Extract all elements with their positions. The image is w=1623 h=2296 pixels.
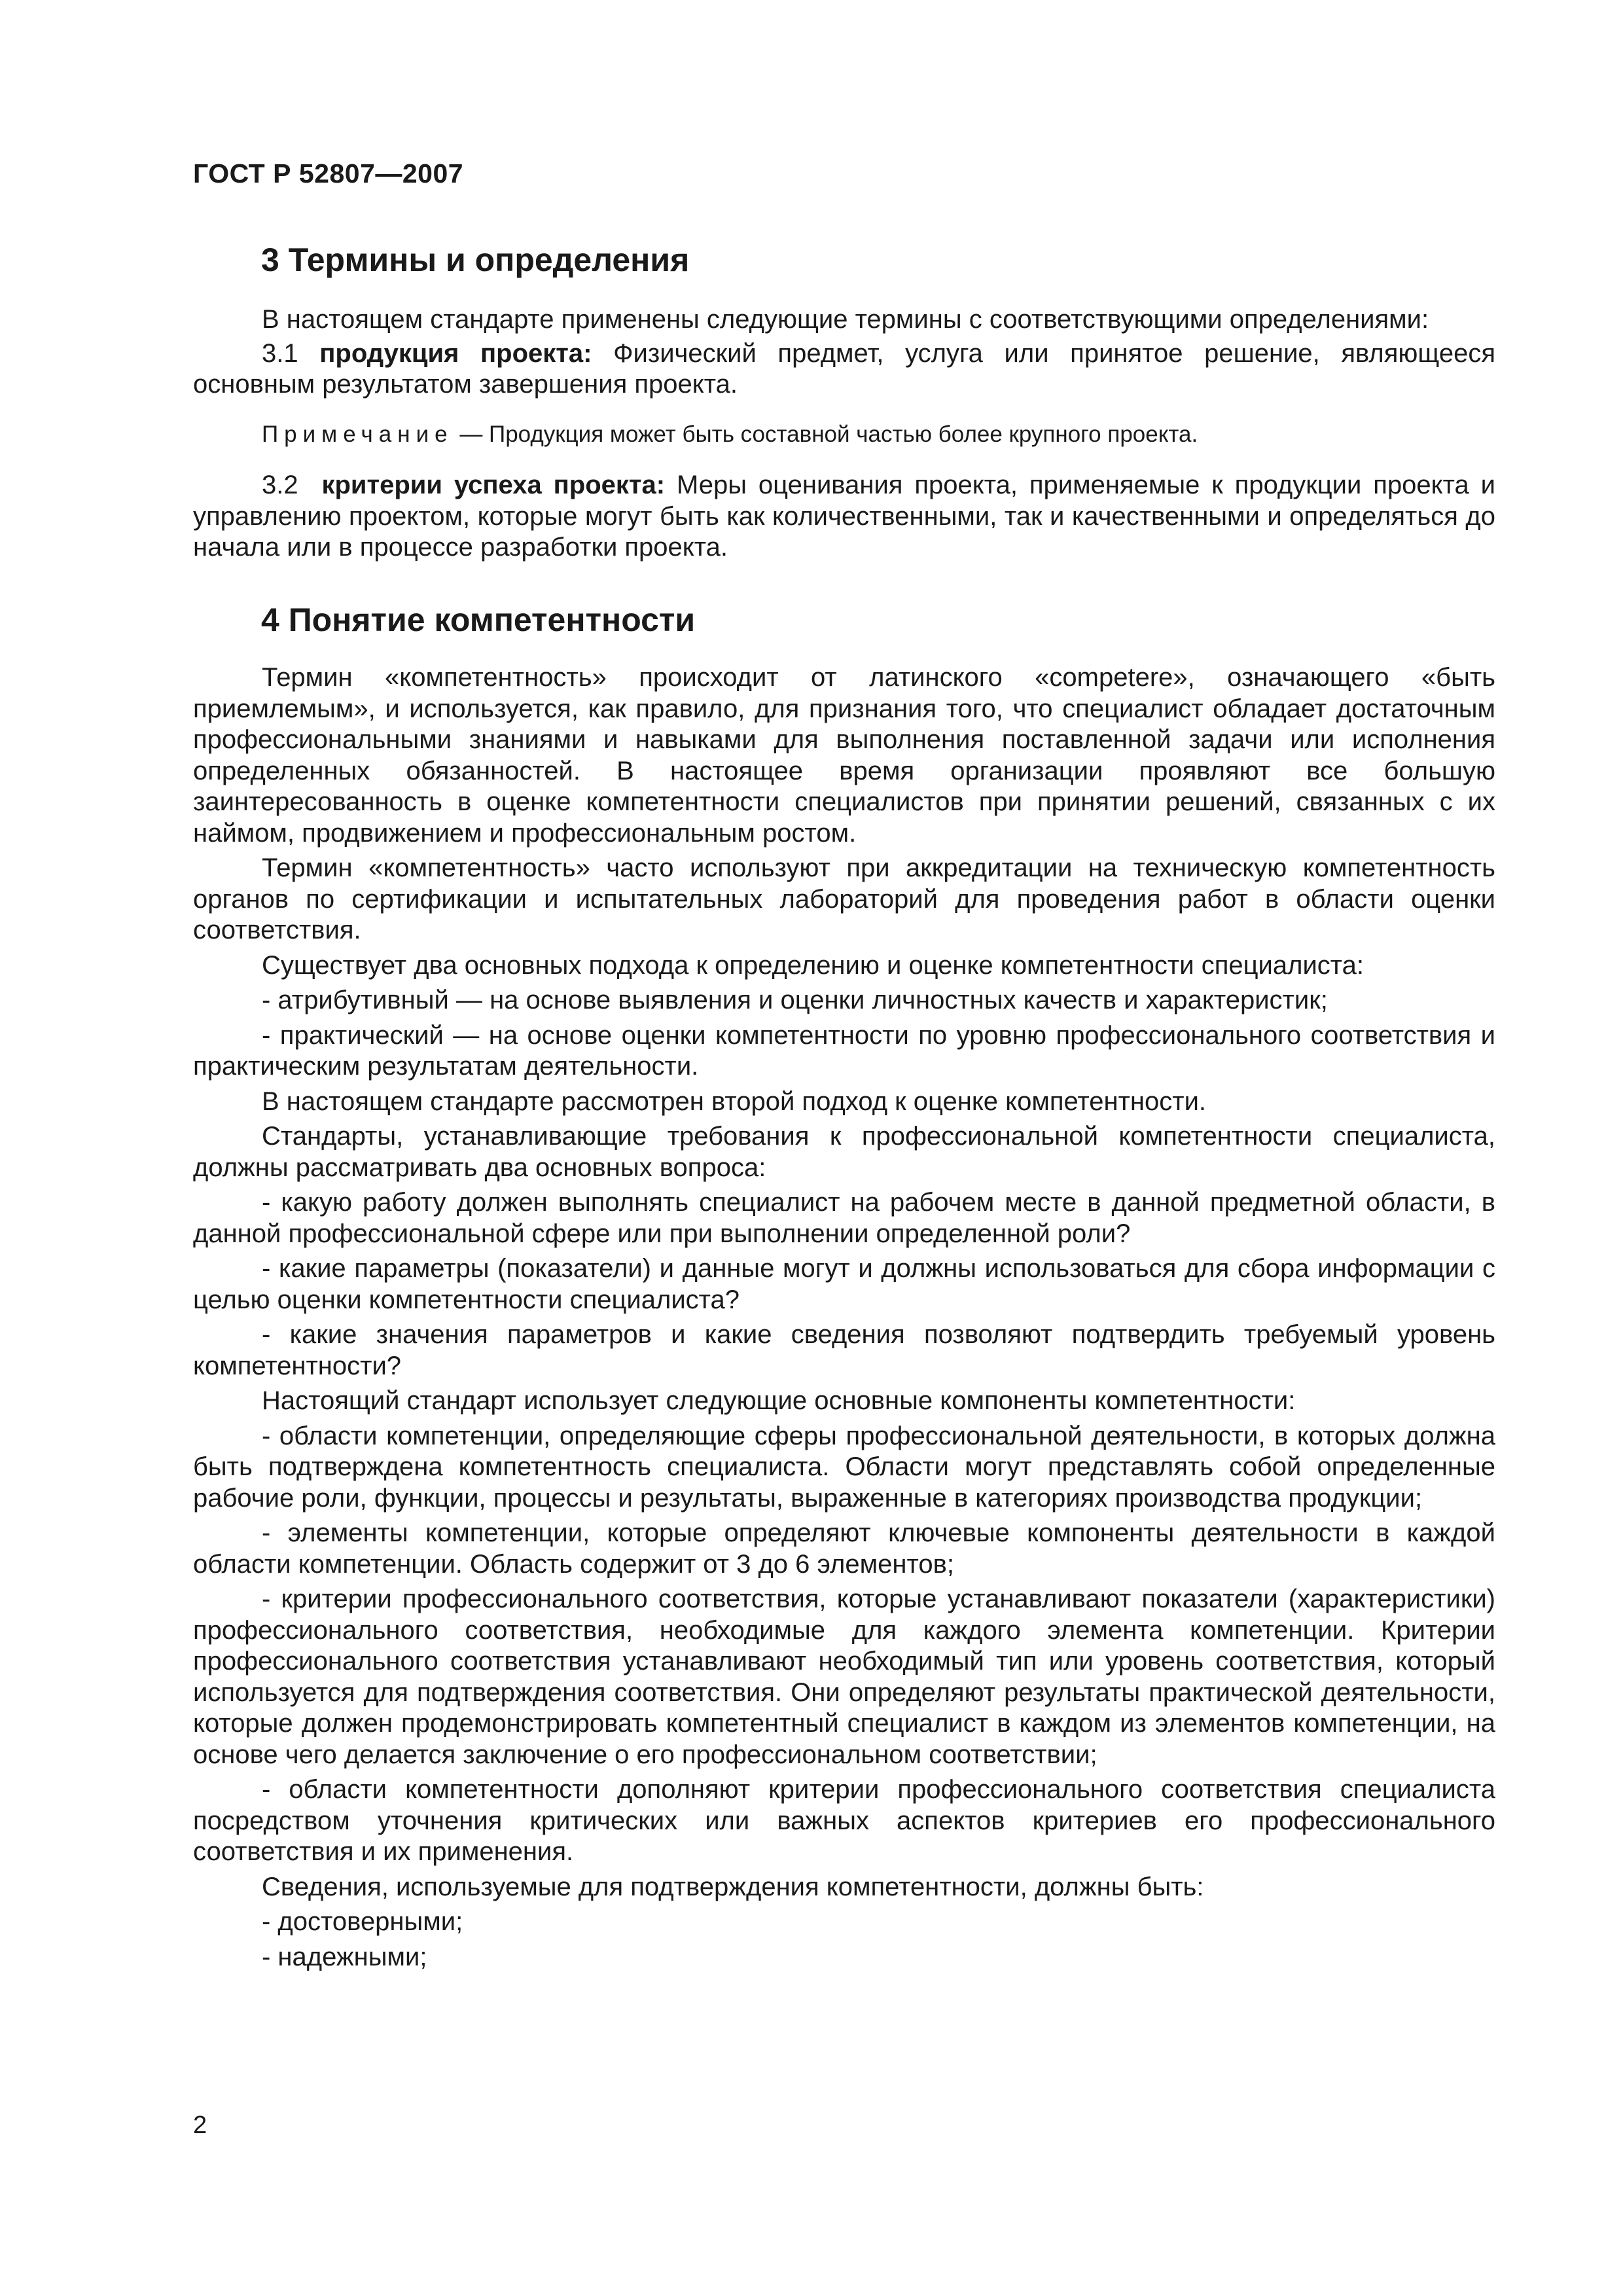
list-item: - атрибутивный — на основе выявления и оценки личностных качеств и характеристик;	[262, 986, 1328, 1014]
paragraph: Существует два основных подхода к определению и оценке компетентности специалиста:	[262, 950, 1364, 980]
list-item: - какие параметры (показатели) и данные могут и должны использоваться для сбора информации с целью оценки компетентности специалиста?	[193, 1254, 1495, 1314]
list-item: - какую работу должен выполнять специалист на рабочем месте в данной предметной области, в данной профессиональной сфере или при выполнении определенной роли?	[193, 1188, 1495, 1248]
term-definition-text: Меры оценивания проекта, применяемые к продукции проекта и управлению проектом, которые могут быть как количественными, так и качественными и определяться до начала или в процессе разработки проекта.	[193, 471, 1495, 562]
section-4-body	[193, 662, 1495, 1973]
term-definition-3-2	[193, 470, 1495, 564]
page-number: 2	[193, 2111, 207, 2139]
section-4-heading: 4 Понятие компетентности	[261, 601, 696, 638]
section-3-heading: 3 Термины и определения	[261, 242, 690, 278]
list-item: - практический — на основе оценки компетентности по уровню профессионального соответствия и практическим результатам деятельности.	[193, 1020, 1495, 1081]
section-3-intro: В настоящем стандарте применены следующие термины с соответствующими определениями:	[262, 305, 1429, 334]
paragraph: Сведения, используемые для подтверждения компетентности, должны быть:	[262, 1872, 1204, 1901]
note-text: — Продукция может быть составной частью более крупного проекта.	[453, 422, 1198, 447]
list-item: - элементы компетенции, которые определяют ключевые компоненты деятельности в каждой области компетенции. Область содержит от 3 до 6 элементов;	[193, 1518, 1495, 1579]
term-number: 3.2	[262, 471, 298, 499]
note-label: Примечание	[262, 422, 454, 447]
term-name: продукция проекта:	[319, 338, 592, 368]
document-code: ГОСТ Р 52807—2007	[193, 158, 464, 188]
paragraph: Термин «компетентность» часто используют при аккредитации на техническую компетентность органов по сертификации и испытательных лабораторий для проведения работ в области оценки соответствия.	[193, 853, 1495, 944]
paragraph: Термин «компетентность» происходит от латинского «competere», означающего «быть приемлемым», и используется, как правило, для признания того, что специалист обладает достаточным профессиональными знаниями и навыками для выполнения поставленной задачи или исполнения определенных обязанностей. В настоящее время организации проявляют все большую заинтересованность в оценке компетентности специалистов при принятии решений, связанных с их наймом, продвижением и профессиональным ростом.	[193, 663, 1495, 848]
note	[193, 420, 1495, 449]
list-item: - области компетенции, определяющие сферы профессиональной деятельности, в которых должна быть подтверждена компетентность специалиста. Области могут представлять собой определенные рабочие роли, функции, процессы и результаты, выраженные в категориях производства продукции;	[193, 1421, 1495, 1513]
paragraph: Настоящий стандарт использует следующие основные компоненты компетентности:	[262, 1386, 1296, 1415]
term-number: 3.1	[262, 338, 298, 368]
section-3-body	[193, 304, 1495, 401]
list-item: - достоверными;	[262, 1907, 463, 1936]
term-name: критерии успеха проекта:	[321, 471, 666, 499]
list-item: - какие значения параметров и какие сведения позволяют подтвердить требуемый уровень компетентности?	[193, 1320, 1495, 1380]
paragraph: В настоящем стандарте рассмотрен второй подход к оценке компетентности.	[262, 1086, 1207, 1116]
term-definition-3-1	[193, 338, 1495, 401]
term-definition-3-2-block	[193, 470, 1495, 564]
list-item: - надежными;	[262, 1942, 427, 1971]
paragraph: Стандарты, устанавливающие требования к профессиональной компетентности специалиста, должны рассматривать два основных вопроса:	[193, 1122, 1495, 1182]
list-item: - критерии профессионального соответствия, которые устанавливают показатели (характеристики) профессионального соответствия, необходимые для каждого элемента компетенции. Критерии профессионального соответствия устанавливают необходимый тип или уровень соответствия, который используется для подтверждения соответствия. Они определяют результаты практической деятельности, которые должен продемонстрировать компетентный специалист в каждом из элементов компетенции, на основе чего делается заключение о его профессиональном соответствии;	[193, 1585, 1495, 1769]
term-definition-text: Физический предмет, услуга или принятое решение, являющееся основным результатом завершения проекта.	[193, 338, 1495, 399]
document-page	[193, 0, 1495, 2296]
list-item: - области компетентности дополняют критерии профессионального соответствия специалиста посредством уточнения критических или важных аспектов критериев его профессионального соответствия и их применения.	[193, 1775, 1495, 1866]
